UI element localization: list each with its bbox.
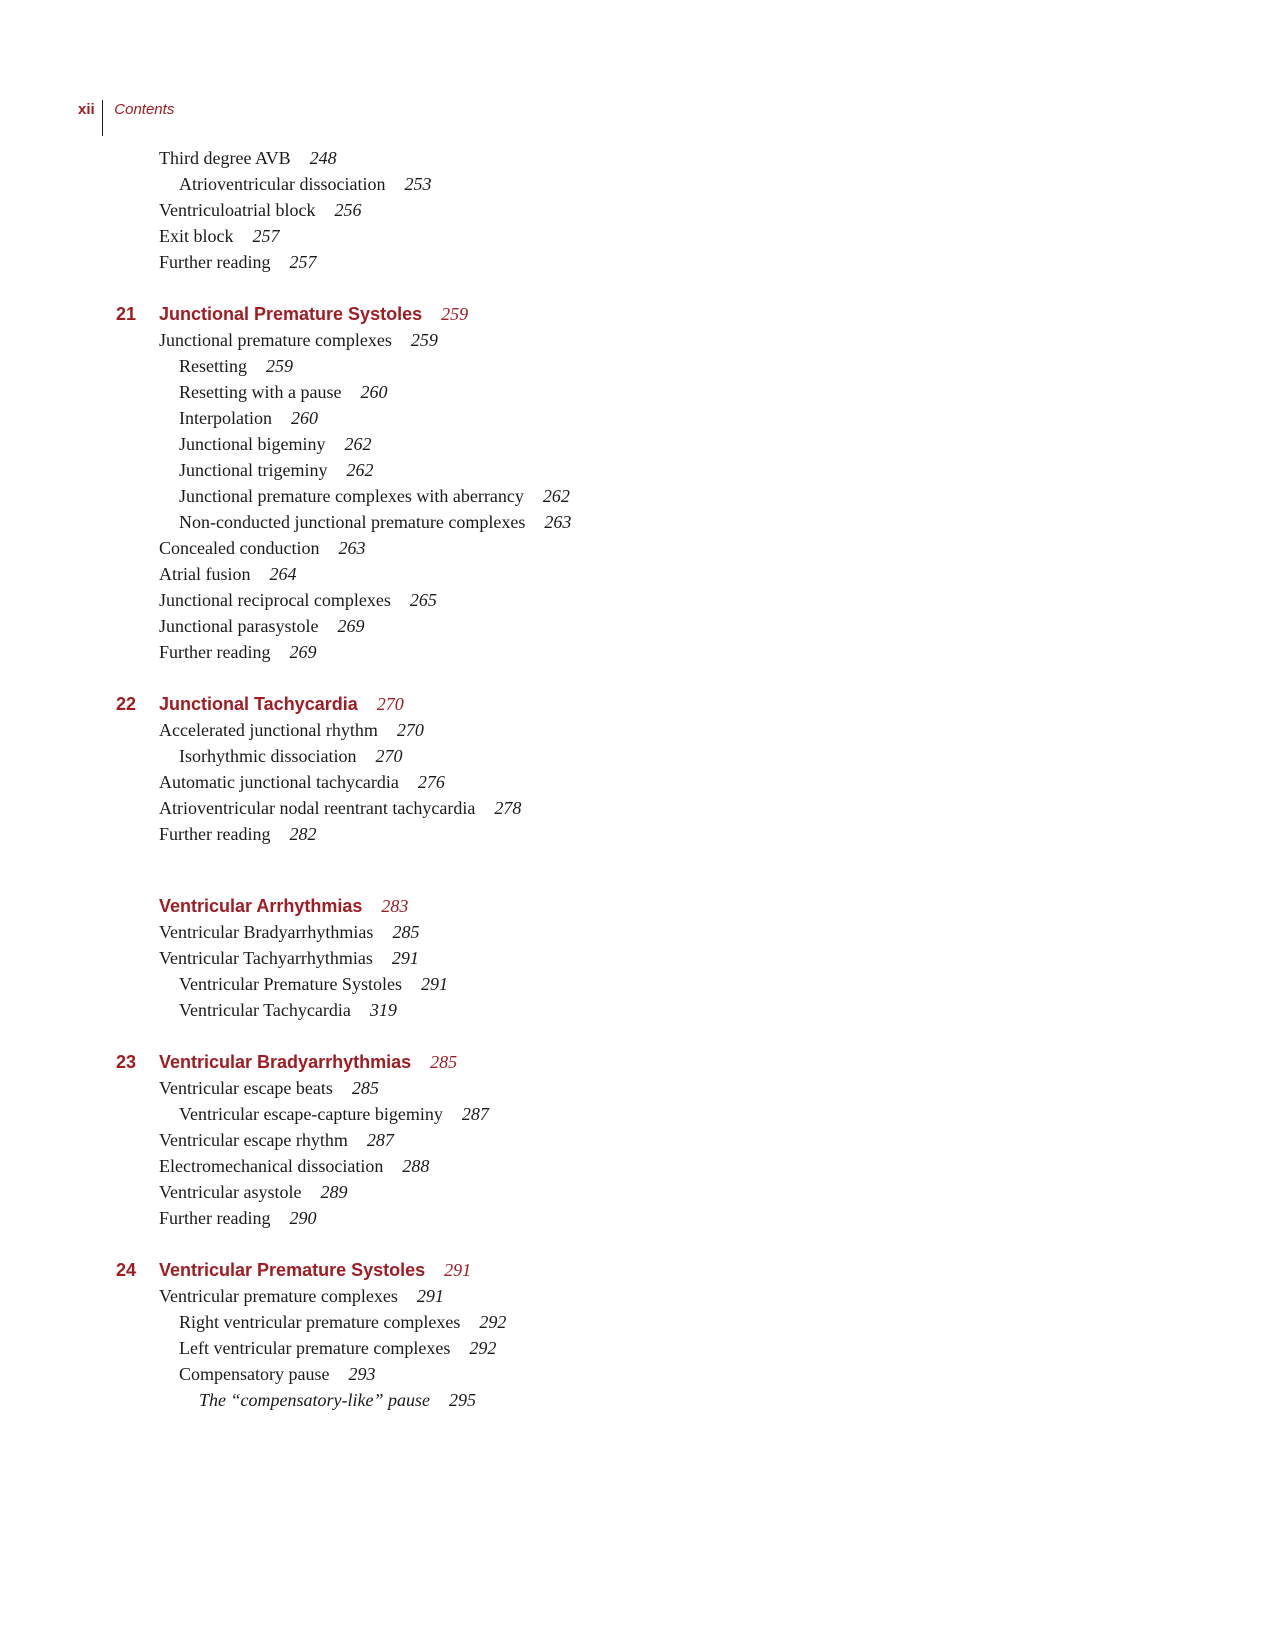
toc-entry[interactable]: Junctional reciprocal complexes 265	[159, 590, 437, 610]
chapter-heading[interactable]	[0, 301, 1275, 327]
page-number: 263	[338, 538, 366, 558]
toc-entry[interactable]: Automatic junctional tachycardia 276	[159, 772, 445, 792]
page-number: 291	[420, 974, 448, 994]
toc-entry[interactable]: Ventricular escape rhythm 287	[159, 1130, 394, 1150]
page-number: 269	[289, 642, 317, 662]
page-number: 291	[416, 1286, 444, 1306]
toc-entry[interactable]: Electromechanical dissociation 288	[159, 1156, 430, 1176]
folio: xii	[78, 101, 95, 118]
toc-entry[interactable]: Accelerated junctional rhythm 270	[159, 720, 424, 740]
page-number: 256	[334, 200, 362, 220]
toc-entry[interactable]: Atrioventricular dissociation 253	[179, 174, 432, 194]
toc-entry[interactable]: Further reading 290	[159, 1208, 317, 1228]
chapter-title: Junctional Premature Systoles 259	[159, 304, 469, 324]
toc-entry[interactable]: Ventricular premature complexes 291	[159, 1286, 444, 1306]
page-number: 295	[448, 1390, 476, 1410]
page-number: 257	[252, 226, 280, 246]
page-number: 270	[376, 694, 404, 714]
page-number: 287	[366, 1130, 394, 1150]
page-number: 290	[289, 1208, 317, 1228]
page-number: 259	[410, 330, 438, 350]
page-number: 289	[320, 1182, 348, 1202]
page-number: 257	[289, 252, 317, 272]
chapter-number: 23	[116, 1052, 137, 1072]
page-number: 264	[269, 564, 297, 584]
toc-entry[interactable]: Ventricular escape beats 285	[159, 1078, 379, 1098]
toc-entry[interactable]: Atrial fusion 264	[159, 564, 297, 584]
chapter-heading[interactable]	[0, 1257, 1275, 1283]
page-number: 285	[392, 922, 420, 942]
toc-entry[interactable]: Concealed conduction 263	[159, 538, 366, 558]
page-number: 263	[544, 512, 572, 532]
toc-entry[interactable]: Further reading 269	[159, 642, 317, 662]
page-number: 283	[381, 896, 409, 916]
page-number: 248	[309, 148, 337, 168]
running-head: Contents	[114, 101, 175, 118]
page-number: 259	[266, 356, 293, 376]
page-number: 282	[289, 824, 317, 844]
toc-entry[interactable]: Resetting 259	[179, 356, 293, 376]
page-number: 292	[469, 1338, 497, 1358]
page-number: 276	[417, 772, 445, 792]
page-number: 319	[369, 1000, 397, 1020]
toc-entry[interactable]: Further reading 257	[159, 252, 317, 272]
toc-entry[interactable]: Junctional parasystole 269	[159, 616, 365, 636]
toc-entry[interactable]: Junctional trigeminy 262	[179, 460, 374, 480]
chapter-21	[0, 301, 1275, 665]
toc-entry[interactable]: Non-conducted junctional premature complexes 263	[179, 512, 572, 532]
part-title: Ventricular Arrhythmias 283	[159, 896, 409, 916]
toc-entry[interactable]: Left ventricular premature complexes 292	[179, 1338, 497, 1358]
page-number: 285	[430, 1052, 458, 1072]
toc-entry[interactable]: Junctional premature complexes 259	[159, 330, 438, 350]
toc-entry[interactable]: The “compensatory-like” pause 295	[199, 1390, 476, 1410]
toc-entry[interactable]: Compensatory pause 293	[179, 1364, 376, 1384]
toc-entry[interactable]: Ventricular asystole 289	[159, 1182, 348, 1202]
toc-continued-section	[0, 145, 1275, 275]
page-number: 262	[542, 486, 570, 506]
toc-entry[interactable]: Interpolation 260	[179, 408, 318, 428]
chapter-title: Junctional Tachycardia 270	[159, 694, 404, 714]
page-number: 259	[441, 304, 469, 324]
page-number: 288	[402, 1156, 430, 1176]
part-heading[interactable]	[0, 893, 1275, 919]
page-number: 270	[396, 720, 424, 740]
chapter-title: Ventricular Bradyarrhythmias 285	[159, 1052, 458, 1072]
toc-entry[interactable]: Ventricular Tachyarrhythmias 291	[159, 948, 419, 968]
page-number: 262	[346, 460, 374, 480]
toc-entry[interactable]: Ventricular escape-capture bigeminy 287	[179, 1104, 489, 1124]
toc-entry[interactable]: Right ventricular premature complexes 292	[179, 1312, 507, 1332]
toc-entry[interactable]: Junctional premature complexes with aberrancy 262	[179, 486, 570, 506]
toc-entry[interactable]: Ventricular Premature Systoles 291	[179, 974, 448, 994]
page-number: 265	[409, 590, 437, 610]
page-number: 291	[444, 1260, 472, 1280]
page-number: 260	[290, 408, 318, 428]
toc-entry[interactable]: Exit block 257	[159, 226, 280, 246]
page-number: 278	[494, 798, 522, 818]
chapter-23	[0, 1049, 1275, 1231]
header-divider	[102, 100, 104, 136]
page-number: 285	[351, 1078, 379, 1098]
table-of-contents	[0, 145, 1275, 1413]
toc-entry[interactable]: Ventricular Bradyarrhythmias 285	[159, 922, 420, 942]
page-number: 262	[344, 434, 372, 454]
chapter-number: 24	[116, 1260, 137, 1280]
chapter-heading[interactable]	[0, 1049, 1275, 1075]
page-number: 293	[348, 1364, 376, 1384]
toc-entry[interactable]: Atrioventricular nodal reentrant tachycardia 278	[159, 798, 522, 818]
page-number: 253	[404, 174, 432, 194]
page-header	[78, 100, 174, 136]
toc-entry[interactable]: Further reading 282	[159, 824, 317, 844]
chapter-number: 22	[116, 694, 137, 714]
toc-entry[interactable]: Ventriculoatrial block 256	[159, 200, 362, 220]
chapter-22	[0, 691, 1275, 847]
chapter-number: 21	[116, 304, 137, 324]
toc-entry[interactable]: Junctional bigeminy 262	[179, 434, 372, 454]
chapter-24	[0, 1257, 1275, 1413]
page-number: 287	[461, 1104, 489, 1124]
part-ventricular-arrhythmias	[0, 893, 1275, 1023]
page-number: 260	[360, 382, 388, 402]
chapter-heading[interactable]	[0, 691, 1275, 717]
page-number: 291	[391, 948, 419, 968]
page-number: 269	[337, 616, 365, 636]
page-number: 270	[375, 746, 403, 766]
toc-entry[interactable]: Third degree AVB 248	[159, 148, 337, 168]
page-number: 292	[479, 1312, 507, 1332]
toc-entry[interactable]: Resetting with a pause 260	[179, 382, 388, 402]
toc-entry[interactable]: Isorhythmic dissociation 270	[179, 746, 403, 766]
toc-entry[interactable]: Ventricular Tachycardia 319	[179, 1000, 397, 1020]
chapter-title: Ventricular Premature Systoles 291	[159, 1260, 472, 1280]
